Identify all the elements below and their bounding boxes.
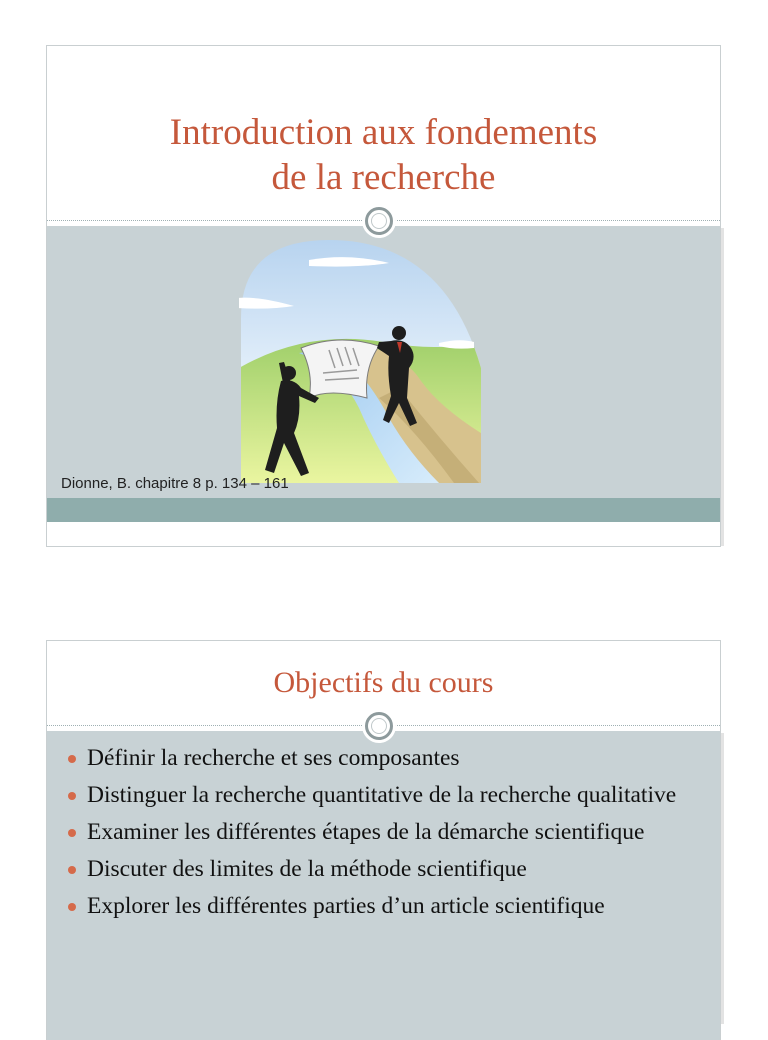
slide-shadow: [721, 228, 724, 546]
bullet-dot-icon: [68, 903, 76, 911]
slide-shadow: [721, 733, 724, 1024]
slide-body: [47, 731, 720, 1040]
bullet-text: Explorer les différentes parties d’un article scientifique: [87, 893, 605, 919]
citation-text: Dionne, B. chapitre 8 p. 134 – 161: [61, 475, 289, 492]
bullet-text: Distinguer la recherche quantitative de la recherche qualitative: [87, 782, 677, 808]
slide-title: [47, 46, 720, 200]
ring-ornament-icon: [365, 712, 393, 740]
bullet-dot-icon: [68, 866, 76, 874]
list-item: [87, 780, 700, 811]
slide-1: [46, 45, 721, 547]
list-item: [87, 854, 700, 885]
bullet-text: Définir la recherche et ses composantes: [87, 745, 460, 771]
footer-band: [47, 498, 720, 522]
title-area: [47, 46, 720, 220]
list-item: [87, 817, 700, 848]
slide-2: [46, 640, 721, 1040]
ring-ornament-icon: [365, 207, 393, 235]
list-item: [87, 891, 700, 922]
title-line-1: Introduction aux fondements: [169, 112, 598, 153]
title-line-2: de la recherche: [271, 157, 496, 198]
bullet-dot-icon: [68, 829, 76, 837]
bullet-text: Examiner les différentes étapes de la démarche scientifique: [87, 819, 645, 845]
bullet-dot-icon: [68, 792, 76, 800]
slide-title: Objectifs du cours: [273, 666, 494, 699]
list-item: [87, 743, 700, 774]
objectives-list: [47, 731, 720, 922]
businessmen-document-clipart-icon: [239, 238, 489, 483]
slide-body: [47, 226, 720, 522]
bullet-dot-icon: [68, 755, 76, 763]
bullet-text: Discuter des limites de la méthode scientifique: [87, 856, 527, 882]
